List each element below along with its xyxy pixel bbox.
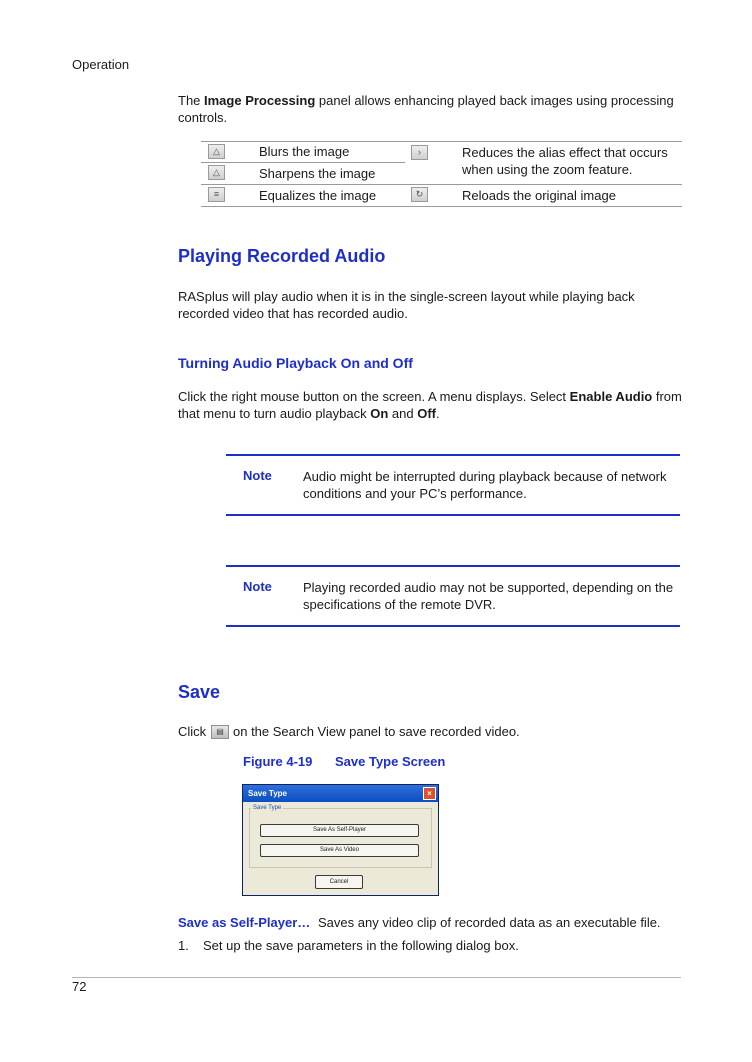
instr-text-and: and	[388, 406, 418, 421]
section-title-save: Save	[178, 682, 221, 702]
figure-number: Figure 4-19	[243, 754, 313, 769]
click-text: Click	[178, 724, 207, 739]
cancel-button[interactable]: Cancel	[315, 875, 363, 889]
group-label: Save Type	[253, 805, 282, 811]
table-cell-reload: Reloads the original image	[462, 188, 616, 203]
reload-icon: ↻	[411, 187, 428, 202]
instr-bold-enable: Enable Audio	[569, 389, 653, 404]
instr-bold-on: On	[370, 406, 389, 421]
intro-text: The	[178, 93, 205, 108]
section-title-audio: Playing Recorded Audio	[178, 246, 386, 266]
intro-text-end: panel allows enhancing played back images using processing controls.	[178, 93, 674, 125]
note-label: Note	[243, 579, 272, 594]
save-as-video-button[interactable]: Save As Video	[260, 844, 419, 857]
instr-text-mid: from that menu to turn audio playback	[178, 389, 682, 421]
instr-text-end: .	[436, 406, 440, 421]
sharpen-icon: △	[208, 165, 225, 180]
instr-bold-off: Off	[417, 406, 436, 421]
note-bottom-rule	[226, 625, 680, 627]
desc-term: Save as Self-Player…	[178, 915, 311, 930]
save-type-dialog	[242, 784, 439, 896]
intro-bold: Image Processing	[204, 93, 316, 108]
save-icon: ▤	[211, 725, 229, 739]
figure-title: Save Type Screen	[335, 754, 446, 769]
audio-paragraph: RASplus will play audio when it is in the single-screen layout while playing back recorded video that has recorded audio.	[178, 289, 635, 321]
equalize-icon: ≡	[208, 187, 225, 202]
dialog-title: Save Type	[243, 785, 438, 802]
footer-rule	[72, 977, 681, 978]
page-number: 72	[72, 979, 87, 994]
step-number: 1.	[178, 938, 189, 953]
table-cell-equalize: Equalizes the image	[259, 188, 377, 203]
blur-icon: △	[208, 144, 225, 159]
audio-instructions	[178, 388, 683, 422]
table-cell-blur: Blurs the image	[259, 144, 350, 159]
processing-table	[201, 141, 682, 207]
running-header: Operation	[72, 57, 130, 72]
note-bottom-rule	[226, 514, 680, 516]
instr-text: Click the right mouse button on the screen. A menu displays. Select	[178, 389, 570, 404]
note-top-rule	[226, 454, 680, 456]
intro-paragraph	[178, 92, 683, 126]
table-cell-sharpen: Sharpens the image	[259, 166, 376, 181]
save-as-self-player-button[interactable]: Save As Self-Player	[260, 824, 419, 837]
antialias-icon: ›	[411, 145, 428, 160]
note-label: Note	[243, 468, 272, 483]
subsection-title-audio: Turning Audio Playback On and Off	[178, 355, 413, 371]
note-top-rule	[226, 565, 680, 567]
desc-text: Saves any video clip of recorded data as an executable file.	[318, 915, 661, 930]
step-text: Set up the save parameters in the following dialog box.	[203, 938, 519, 953]
save-type-group	[249, 808, 432, 868]
table-cell-antialias: Reduces the alias effect that occurs when using the zoom feature.	[462, 145, 668, 177]
close-icon[interactable]: ×	[423, 787, 436, 800]
note-text: Playing recorded audio may not be supported, depending on the specifications of the remote DVR.	[303, 580, 674, 612]
click-text-end: on the Search View panel to save recorded video.	[233, 724, 520, 739]
note-text: Audio might be interrupted during playback because of network conditions and your PC’s performance.	[303, 469, 667, 501]
